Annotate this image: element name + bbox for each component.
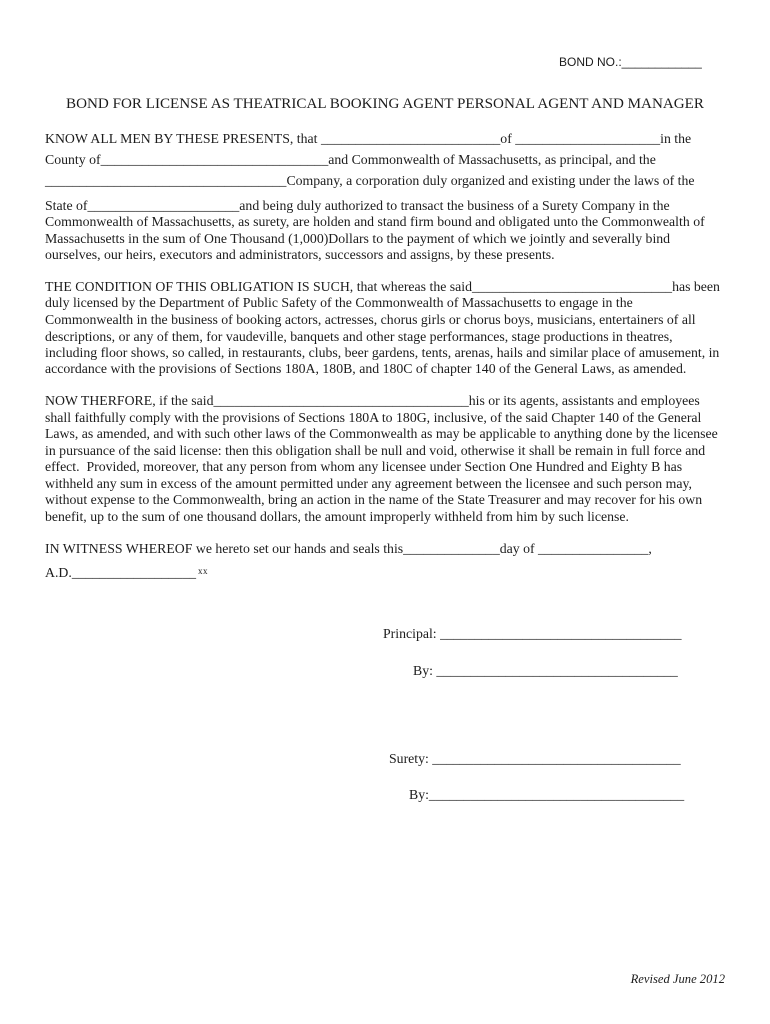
bond-number-field: BOND NO.:____________ (559, 55, 702, 69)
revision-note: Revised June 2012 (630, 972, 725, 986)
paragraph-1-line-2: County of_________________________________and Commonwealth of Massachusetts, as principal, and the (45, 152, 656, 167)
paragraph-2-line-4: descriptions, or any of them, for vaudeville, banquets and other stage performances, stage productions in theatres, (45, 329, 673, 344)
paragraph-3-line-3: Laws, as amended, and with such other laws of the Commonwealth as may be applicable to anything done by the licensee (45, 426, 718, 441)
witness-date-line: IN WITNESS WHEREOF we hereto set our hands and seals this______________day of ________________, (45, 541, 652, 556)
paragraph-1-line-7: ourselves, our heirs, executors and administrators, successors and assigns, by these presents. (45, 247, 555, 262)
surety-by-signature-line: By:_____________________________________ (409, 787, 685, 802)
paragraph-1-line-4: State of______________________and being duly authorized to transact the business of a Surety Company in the (45, 198, 670, 213)
document-title: BOND FOR LICENSE AS THEATRICAL BOOKING AGENT PERSONAL AGENT AND MANAGER (66, 96, 704, 112)
paragraph-3-line-1: NOW THERFORE, if the said_____________________________________his or its agents, assistants and employees (45, 393, 700, 408)
paragraph-3-line-4: in pursuance of the said license: then this obligation shall be null and void, otherwise it shall be remain in full force and (45, 443, 706, 458)
paragraph-2-line-2: duly licensed by the Department of Public Safety of the Commonwealth of Massachusetts to engage in the (45, 295, 633, 310)
paragraph-3-line-8: benefit, up to the sum of one thousand dollars, the amount improperly withheld from him by such license. (45, 509, 629, 524)
principal-by-signature-line: By: ___________________________________ (413, 663, 678, 678)
paragraph-2-line-3: Commonwealth in the business of booking actors, actresses, chorus girls or chorus boys, musicians, entertainers of all (45, 312, 696, 327)
paragraph-2-line-5: including floor shows, so called, in restaurants, clubs, beer gardens, tents, arenas, hails and similar place of amusement, in (45, 345, 720, 360)
paragraph-3-line-5: effect. Provided, moreover, that any person from whom any licensee under Section One Hundred and Eighty B has (45, 459, 683, 474)
paragraph-3-line-6: withheld any sum in excess of the amount permitted under any agreement between the licensee and such person may, (45, 476, 692, 491)
paragraph-1-line-3: ___________________________________Company, a corporation duly organized and existing under the laws of the (45, 173, 695, 188)
paragraph-2-line-1: THE CONDITION OF THIS OBLIGATION IS SUCH, that whereas the said_____________________________has been (45, 279, 720, 294)
paragraph-3-line-2: shall faithfully comply with the provisions of Sections 180A to 180G, inclusive, of the said Chapter 140 of the General (45, 410, 702, 425)
paragraph-2-line-6: accordance with the provisions of Sections 180A, 180B, and 180C of chapter 140 of the General Laws, as amended. (45, 361, 687, 376)
paragraph-1-line-6: Massachusetts in the sum of One Thousand (1,000)Dollars to the payment of which we jointly and severally bind (45, 231, 671, 246)
paragraph-1-line-5: Commonwealth of Massachusetts, as surety, are holden and stand firm bound and obligated unto the Commonwealth of (45, 214, 705, 229)
paragraph-1-line-1: KNOW ALL MEN BY THESE PRESENTS, that __________________________of _____________________in the (45, 131, 692, 146)
surety-signature-line: Surety: ____________________________________ (389, 751, 681, 766)
anno-domini-line (45, 563, 208, 581)
principal-signature-line: Principal: ___________________________________ (383, 626, 682, 641)
paragraph-3-line-7: without expense to the Commonwealth, bring an action in the name of the State Treasurer and may recover for his own (45, 492, 703, 507)
anno-domini-mark: xx (198, 566, 208, 576)
anno-domini-text: A.D.__________________ (45, 565, 196, 580)
